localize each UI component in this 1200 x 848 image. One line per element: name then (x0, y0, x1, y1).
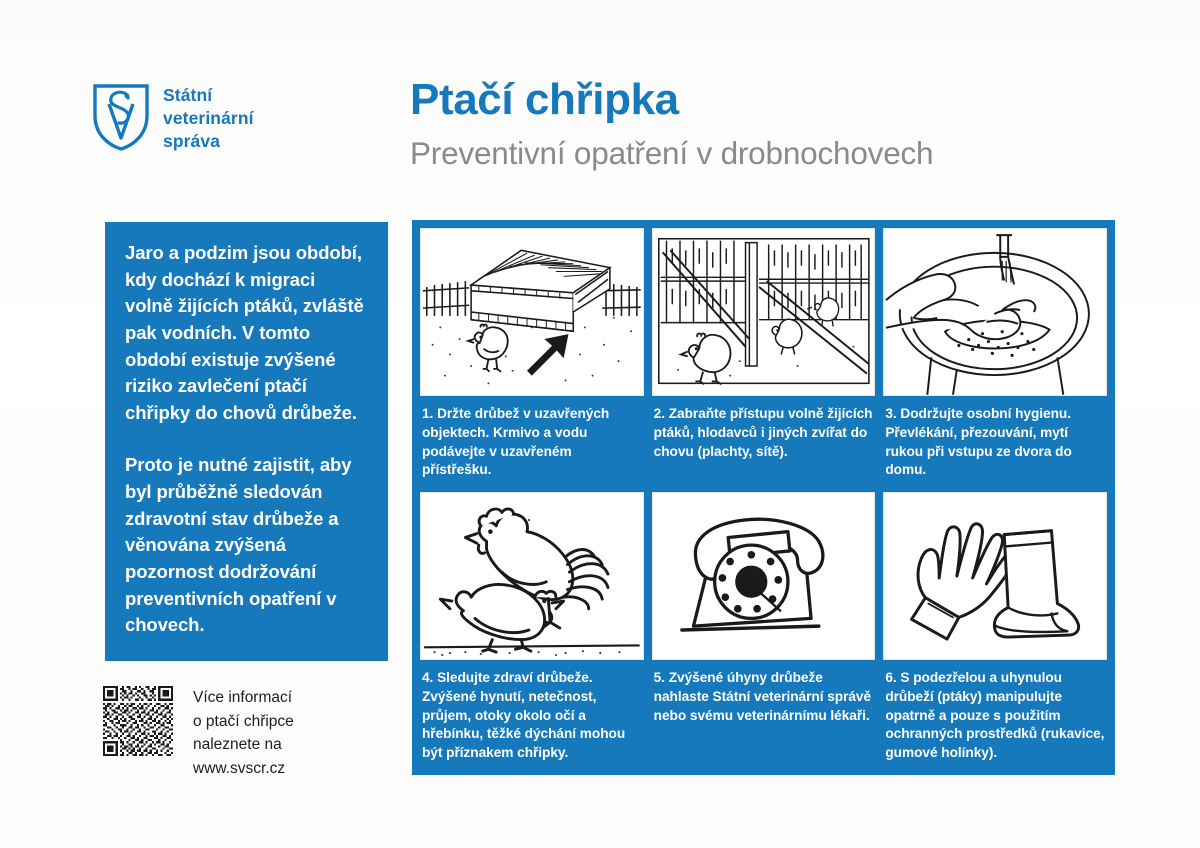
poster-header (0, 0, 1200, 200)
footer-line-3: naleznete na (193, 736, 282, 754)
footer-line-1: Více informací (193, 689, 293, 706)
measure-caption-3: 3. Dodržujte osobní hygienu. Převlékání, přezouvání, mytí rukou při vstupu ze dvora do domu. (885, 406, 1072, 478)
intro-sidebar (105, 222, 388, 661)
measure-caption-2: 2. Zabraňte přístupu volně žijících ptáků, hlodavců i jiných zvířat do chovu (plachty, sítě). (653, 406, 873, 459)
measure-caption-1: 1. Držte drůbež v uzavřených objektech. Krmivo a vodu podávejte v uzavřeném přístřešku. (422, 406, 610, 478)
intro-paragraph-1: Jaro a podzim jsou období, kdy dochází k migraci volně žijících ptáků, zvláště pak vodních. V tomto období existuje zvýšené riziko zavlečení ptačí chřipky do chovů drůbeže. (125, 242, 364, 423)
glove-rubber-boot-icon (883, 492, 1107, 660)
measure-card-6 (883, 492, 1107, 767)
organization-logo (92, 82, 254, 153)
rooster-hen-icon (420, 492, 644, 660)
measure-caption-5: 5. Zvýšené úhyny drůbeže nahlaste Státní veterinární správě nebo svému veterinárnímu lékaři. (653, 670, 872, 723)
measure-card-4 (420, 492, 644, 767)
measure-caption-6: 6. S podezřelou a uhynulou drůbeží (ptáky) manipulujte opatrně a pouze s použitím ochranných prostředků (rukavice, gumové holínky). (885, 670, 1105, 761)
measure-card-5 (652, 492, 876, 767)
title-block (410, 75, 934, 171)
footer-text (193, 686, 294, 780)
poultry-house-fence-icon (420, 228, 644, 396)
veterinary-shield-snake-icon (92, 82, 150, 152)
footer-website-link[interactable]: www.svscr.cz (193, 759, 286, 777)
measure-caption-4: 4. Sledujte zdraví drůbeže. Zvýšené hynutí, netečnost, průjem, otoky okolo očí a hřebínku, těžké dýchání mohou být příznakem chřipky. (422, 670, 626, 761)
rotary-telephone-icon (652, 492, 876, 660)
organization-name-line-3: správa (163, 131, 221, 152)
intro-paragraph-2: Proto je nutné zajistit, aby byl průběžně sledován zdravotní stav drůbeže a věnována zvýšená pozornost dodržování preventivních opatření v chovech. (125, 454, 352, 636)
handwashing-basin-icon (883, 228, 1107, 396)
page-title: Ptačí chřipka (410, 75, 679, 124)
organization-name-line-2: veterinární (163, 108, 254, 129)
measure-card-2 (652, 228, 876, 484)
measures-grid (412, 220, 1115, 775)
measure-card-1 (420, 228, 644, 484)
organization-name-line-1: Státní (163, 85, 213, 105)
measure-card-3 (883, 228, 1107, 484)
qr-code-icon[interactable] (103, 686, 173, 756)
barn-netting-chickens-icon (652, 228, 876, 396)
footer-line-2: o ptačí chřipce (193, 712, 294, 730)
organization-name (163, 82, 254, 153)
footer-info (103, 686, 294, 780)
page-subtitle: Preventivní opatření v drobnochovech (410, 135, 934, 171)
